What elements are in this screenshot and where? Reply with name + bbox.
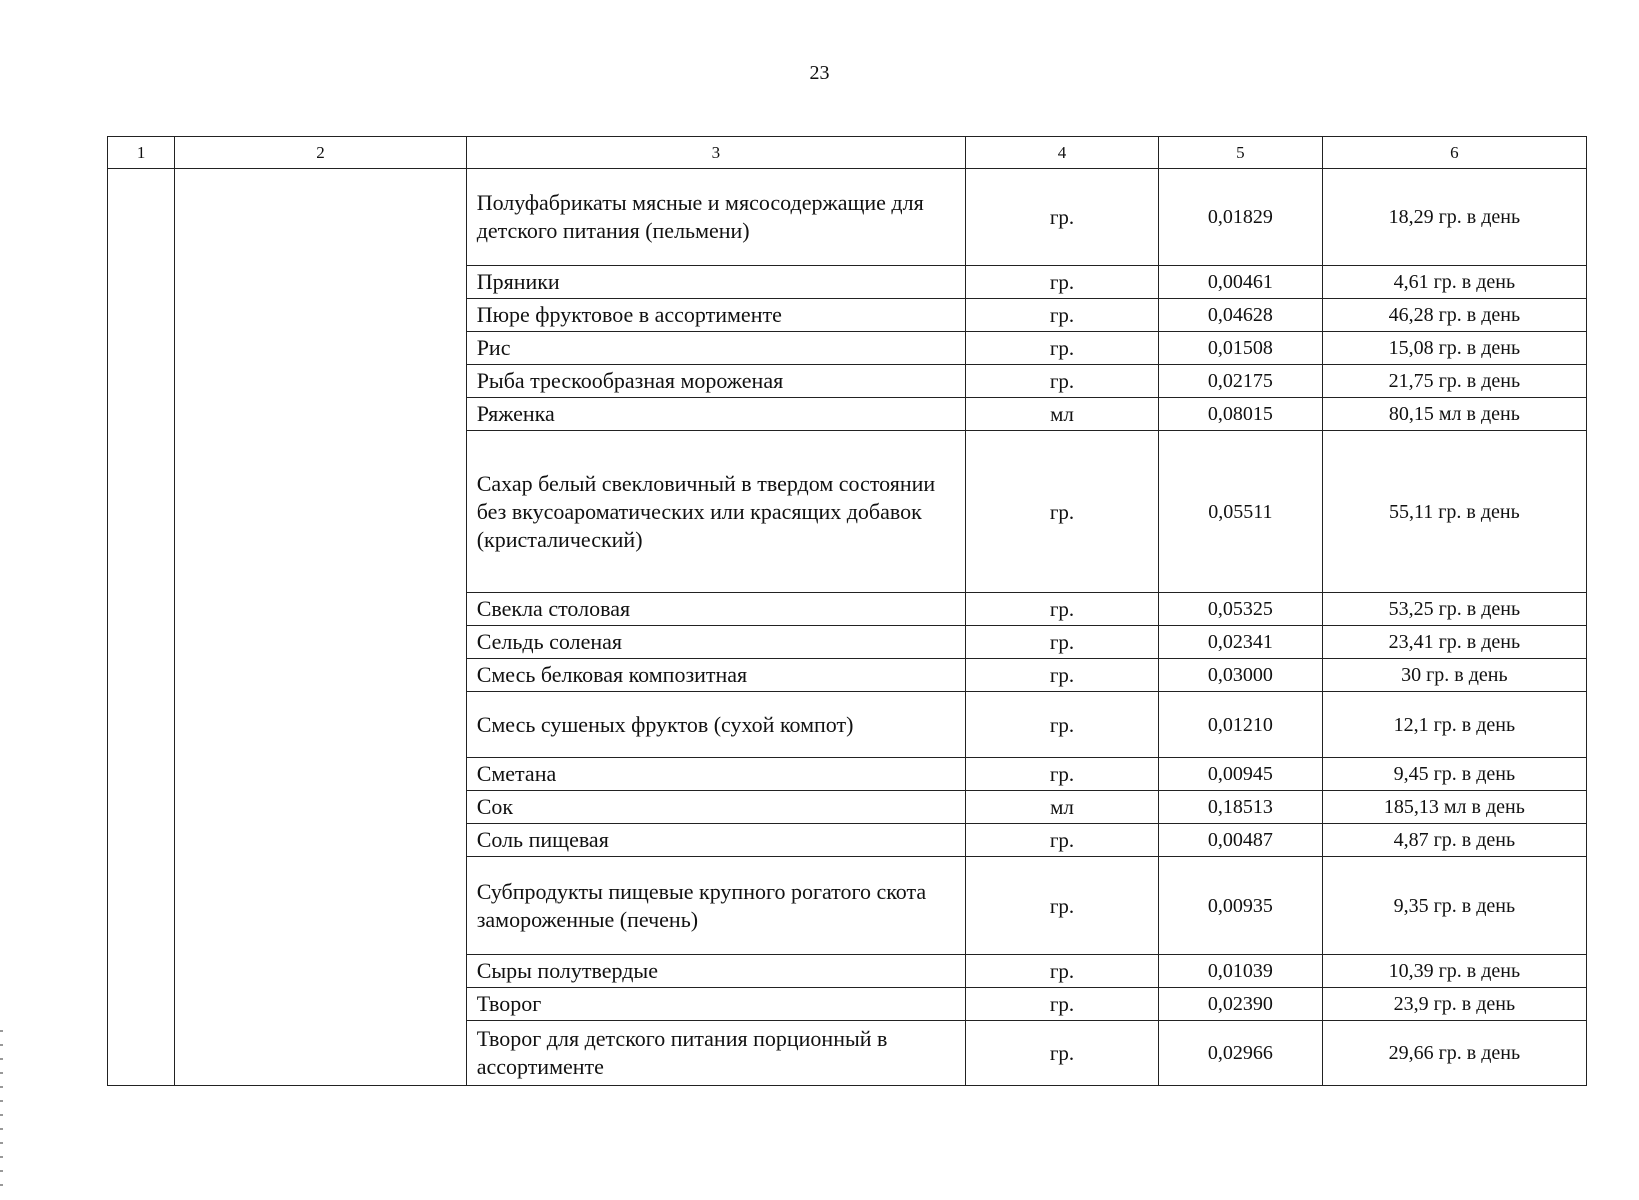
coefficient: 0,02175: [1158, 365, 1322, 398]
unit: мл: [966, 398, 1159, 431]
coefficient: 0,02390: [1158, 988, 1322, 1021]
coefficient: 0,18513: [1158, 791, 1322, 824]
product-name: Соль пищевая: [466, 824, 965, 857]
product-name: Рис: [466, 332, 965, 365]
unit: гр.: [966, 299, 1159, 332]
unit: гр.: [966, 365, 1159, 398]
daily-norm: 29,66 гр. в день: [1322, 1021, 1586, 1086]
daily-norm: 23,9 гр. в день: [1322, 988, 1586, 1021]
product-name: Полуфабрикаты мясные и мясосодержащие для детского питания (пельмени): [466, 169, 965, 266]
unit: гр.: [966, 659, 1159, 692]
unit: гр.: [966, 169, 1159, 266]
unit: гр.: [966, 988, 1159, 1021]
coefficient: 0,01210: [1158, 692, 1322, 758]
product-name: Сахар белый свекловичный в твердом состоянии без вкусоароматических или красящих добавок (кристалический): [466, 431, 965, 593]
header-cell-3: 3: [466, 137, 965, 169]
daily-norm: 185,13 мл в день: [1322, 791, 1586, 824]
scan-edge-marks: [0, 1030, 3, 1190]
coefficient: 0,03000: [1158, 659, 1322, 692]
coefficient: 0,00935: [1158, 857, 1322, 955]
product-name: Сметана: [466, 758, 965, 791]
coefficient: 0,00461: [1158, 266, 1322, 299]
product-name: Сельдь соленая: [466, 626, 965, 659]
unit: гр.: [966, 758, 1159, 791]
unit: мл: [966, 791, 1159, 824]
product-name: Смесь белковая композитная: [466, 659, 965, 692]
table-row: [108, 169, 1587, 266]
daily-norm: 9,35 гр. в день: [1322, 857, 1586, 955]
daily-norm: 18,29 гр. в день: [1322, 169, 1586, 266]
daily-norm: 30 гр. в день: [1322, 659, 1586, 692]
coefficient: 0,08015: [1158, 398, 1322, 431]
product-name: Творог: [466, 988, 965, 1021]
product-name: Свекла столовая: [466, 593, 965, 626]
unit: гр.: [966, 824, 1159, 857]
coefficient: 0,01508: [1158, 332, 1322, 365]
product-name: Субпродукты пищевые крупного рогатого скота замороженные (печень): [466, 857, 965, 955]
coefficient: 0,05325: [1158, 593, 1322, 626]
unit: гр.: [966, 332, 1159, 365]
unit: гр.: [966, 692, 1159, 758]
coefficient: 0,04628: [1158, 299, 1322, 332]
header-cell-1: 1: [108, 137, 175, 169]
unit: гр.: [966, 266, 1159, 299]
daily-norm: 9,45 гр. в день: [1322, 758, 1586, 791]
daily-norm: 4,61 гр. в день: [1322, 266, 1586, 299]
daily-norm: 80,15 мл в день: [1322, 398, 1586, 431]
product-name: Пряники: [466, 266, 965, 299]
daily-norm: 4,87 гр. в день: [1322, 824, 1586, 857]
header-cell-6: 6: [1322, 137, 1586, 169]
header-cell-4: 4: [966, 137, 1159, 169]
unit: гр.: [966, 593, 1159, 626]
coefficient: 0,00487: [1158, 824, 1322, 857]
unit: гр.: [966, 857, 1159, 955]
product-name: Рыба трескообразная мороженая: [466, 365, 965, 398]
unit: гр.: [966, 1021, 1159, 1086]
page-number: 23: [809, 62, 830, 84]
merged-cell-col2: [175, 169, 466, 1086]
product-name: Смесь сушеных фруктов (сухой компот): [466, 692, 965, 758]
product-name: Ряженка: [466, 398, 965, 431]
header-row: [108, 137, 1587, 169]
daily-norm: 12,1 гр. в день: [1322, 692, 1586, 758]
header-cell-5: 5: [1158, 137, 1322, 169]
daily-norm: 55,11 гр. в день: [1322, 431, 1586, 593]
coefficient: 0,02966: [1158, 1021, 1322, 1086]
product-name: Творог для детского питания порционный в ассортименте: [466, 1021, 965, 1086]
coefficient: 0,05511: [1158, 431, 1322, 593]
unit: гр.: [966, 955, 1159, 988]
header-cell-2: 2: [175, 137, 466, 169]
daily-norm: 15,08 гр. в день: [1322, 332, 1586, 365]
coefficient: 0,01829: [1158, 169, 1322, 266]
norms-table: [107, 136, 1587, 1086]
unit: гр.: [966, 431, 1159, 593]
daily-norm: 46,28 гр. в день: [1322, 299, 1586, 332]
daily-norm: 21,75 гр. в день: [1322, 365, 1586, 398]
daily-norm: 53,25 гр. в день: [1322, 593, 1586, 626]
coefficient: 0,01039: [1158, 955, 1322, 988]
coefficient: 0,02341: [1158, 626, 1322, 659]
product-name: Сок: [466, 791, 965, 824]
merged-cell-col1: [108, 169, 175, 1086]
daily-norm: 23,41 гр. в день: [1322, 626, 1586, 659]
daily-norm: 10,39 гр. в день: [1322, 955, 1586, 988]
product-name: Пюре фруктовое в ассортименте: [466, 299, 965, 332]
unit: гр.: [966, 626, 1159, 659]
product-name: Сыры полутвердые: [466, 955, 965, 988]
coefficient: 0,00945: [1158, 758, 1322, 791]
